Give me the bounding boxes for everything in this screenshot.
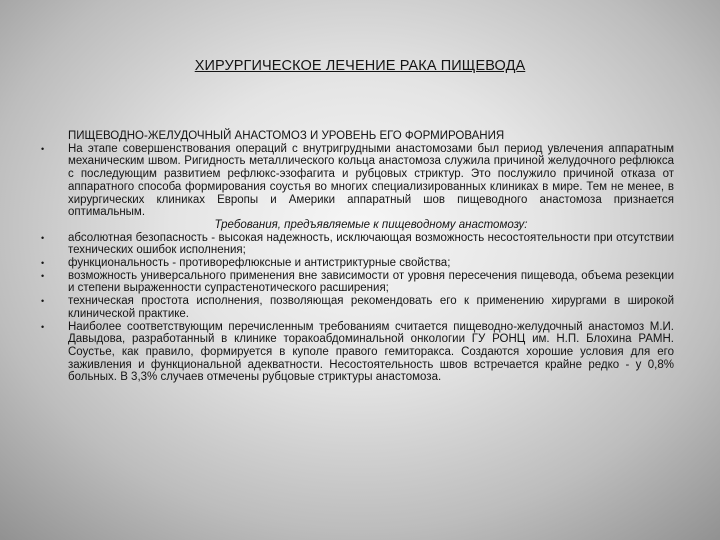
bullet-marker: • xyxy=(41,270,45,281)
requirements-heading: Требования, предъявляемые к пищеводному анастомозу: xyxy=(214,218,528,231)
bullet-marker: • xyxy=(41,232,45,243)
list-item-text: функциональность - противорефлюксные и антистриктурные свойства; xyxy=(68,257,451,270)
list-item-text: техническая простота исполнения, позволяющая рекомендовать его к применению хирургами в широкой клинической практике. xyxy=(68,295,674,320)
bullet-marker: • xyxy=(41,258,45,269)
slide-title: ХИРУРГИЧЕСКОЕ ЛЕЧЕНИЕ РАКА ПИЩЕВОДА xyxy=(194,58,526,74)
intro-paragraph xyxy=(41,142,674,219)
bullet-marker: • xyxy=(41,143,45,154)
list-item xyxy=(41,320,674,385)
section-heading: ПИЩЕВОДНО-ЖЕЛУДОЧНЫЙ АНАСТОМОЗ И УРОВЕНЬ ЕГО ФОРМИРОВАНИЯ xyxy=(68,130,505,142)
list-item xyxy=(41,231,674,257)
list-item-text: Наиболее соответствующим перечисленным требованиям считается пищеводно-желудочный анастомоз М.И. Давыдова, разработанный в клинике торакоабдоминальной онкологии ГУ РОНЦ им. Н.П. Блохина РАМН. Соустье, как правило, формируется в куполе правого гемиторакса. Создаются хорошие условия для его заживления и функциональной адекватности. Несостоятельность швов встречается крайне редко - у 0,8% больных. В 3,3% случаев отмечены рубцовые стриктуры анастомоза. xyxy=(68,320,674,384)
list-item-text: возможность универсального применения вне зависимости от уровня пересечения пищевода, объема резекции и степени выраженности супрастенотического расширения; xyxy=(68,269,674,295)
list-item xyxy=(41,269,674,295)
intro-text: На этапе совершенствования операций с внутригрудными анастомозами был период увлечения аппаратным механическим швом. Ригидность металлического кольца анастомоза служила причиной желудочного рефлюкса с последующим развитием рефлюкс-эзофагита и рубцовых стриктур. Это послужило причиной отказа от аппаратного способа формирования соустья во многих специализированных клиниках в мире. Тем не менее, в хирургических клиниках Европы и Америки аппаратный шов пищеводного анастомоза признается оптимальным. xyxy=(68,142,674,219)
list-item xyxy=(41,295,674,320)
bullet-marker: • xyxy=(41,321,45,332)
bullet-marker: • xyxy=(41,296,45,307)
slide-body xyxy=(41,130,674,384)
list-item-text: абсолютная безопасность - высокая надежность, исключающая возможность несостоятельности при отсутствии технических ошибок исполнения; xyxy=(68,231,674,257)
list-item xyxy=(41,257,674,270)
